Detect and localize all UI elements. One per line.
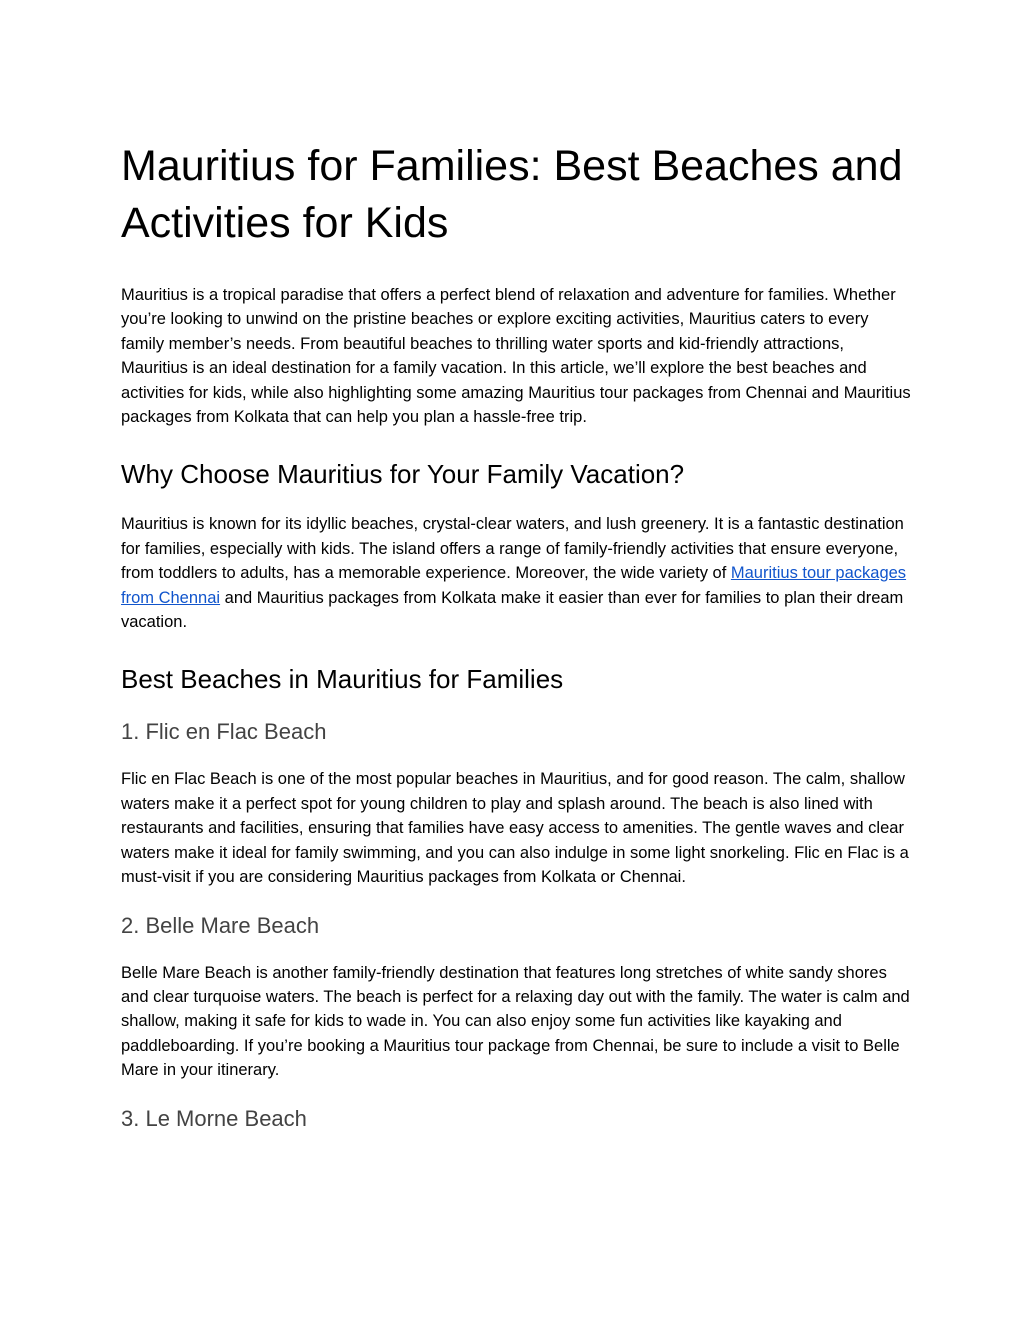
why-heading: Why Choose Mauritius for Your Family Vacation? (121, 459, 685, 490)
belle-mare-paragraph: Belle Mare Beach is another family-friendly destination that features long stretches of white sandy shores and clear turquoise waters. The beach is perfect for a relaxing day out with the family. The water is calm and shallow, making it safe for kids to wade in. You can also enjoy some fun activities like kayaking and paddleboarding. If you’re booking a Mauritius tour package from Chennai, be sure to include a visit to Belle Mare in your itinerary. (121, 963, 910, 1080)
le-morne-heading: 3. Le Morne Beach (121, 1105, 307, 1131)
chennai-packages-link[interactable]: Mauritius tour packages from Chennai (121, 564, 907, 607)
why-text-before-link: Mauritius is known for its idyllic beaches, crystal-clear waters, and lush greenery. It is a fantastic destination for families, especially with kids. The island offers a range of family-friendly activities that ensure everyone, from toddlers to adults, has a memorable experience. Moreover, the wide variety of (121, 515, 904, 583)
why-paragraph (121, 512, 911, 634)
article-body (121, 138, 911, 1134)
beaches-heading: Best Beaches in Mauritius for Families (121, 664, 564, 695)
flic-en-flac-heading: 1. Flic en Flac Beach (121, 719, 327, 745)
intro-paragraph: Mauritius is a tropical paradise that offers a perfect blend of relaxation and adventure for families. Whether you’re looking to unwind on the pristine beaches or explore exciting activities, Mauritius caters to every family member’s needs. From beautiful beaches to thrilling water sports and kid-friendly attractions, Mauritius is an ideal destination for a family vacation. In this article, we’ll explore the best beaches and activities for kids, while also highlighting some amazing Mauritius tour packages from Chennai and Mauritius packages from Kolkata that can help you plan a hassle-free trip. (121, 286, 911, 427)
belle-mare-heading: 2. Belle Mare Beach (121, 912, 320, 938)
flic-en-flac-paragraph: Flic en Flac Beach is one of the most popular beaches in Mauritius, and for good reason. The calm, shallow waters make it a perfect spot for young children to play and splash around. The beach is also lined with restaurants and facilities, ensuring that families have easy access to amenities. The gentle waves and clear waters make it ideal for family swimming, and you can also indulge in some light snorkeling. Flic en Flac is a must-visit if you are considering Mauritius packages from Kolkata or Chennai. (121, 770, 909, 887)
why-text-after-link: and Mauritius packages from Kolkata make it easier than ever for families to plan their dream vacation. (121, 588, 904, 632)
article-title: Mauritius for Families: Best Beaches and Activities for Kids (121, 142, 903, 247)
